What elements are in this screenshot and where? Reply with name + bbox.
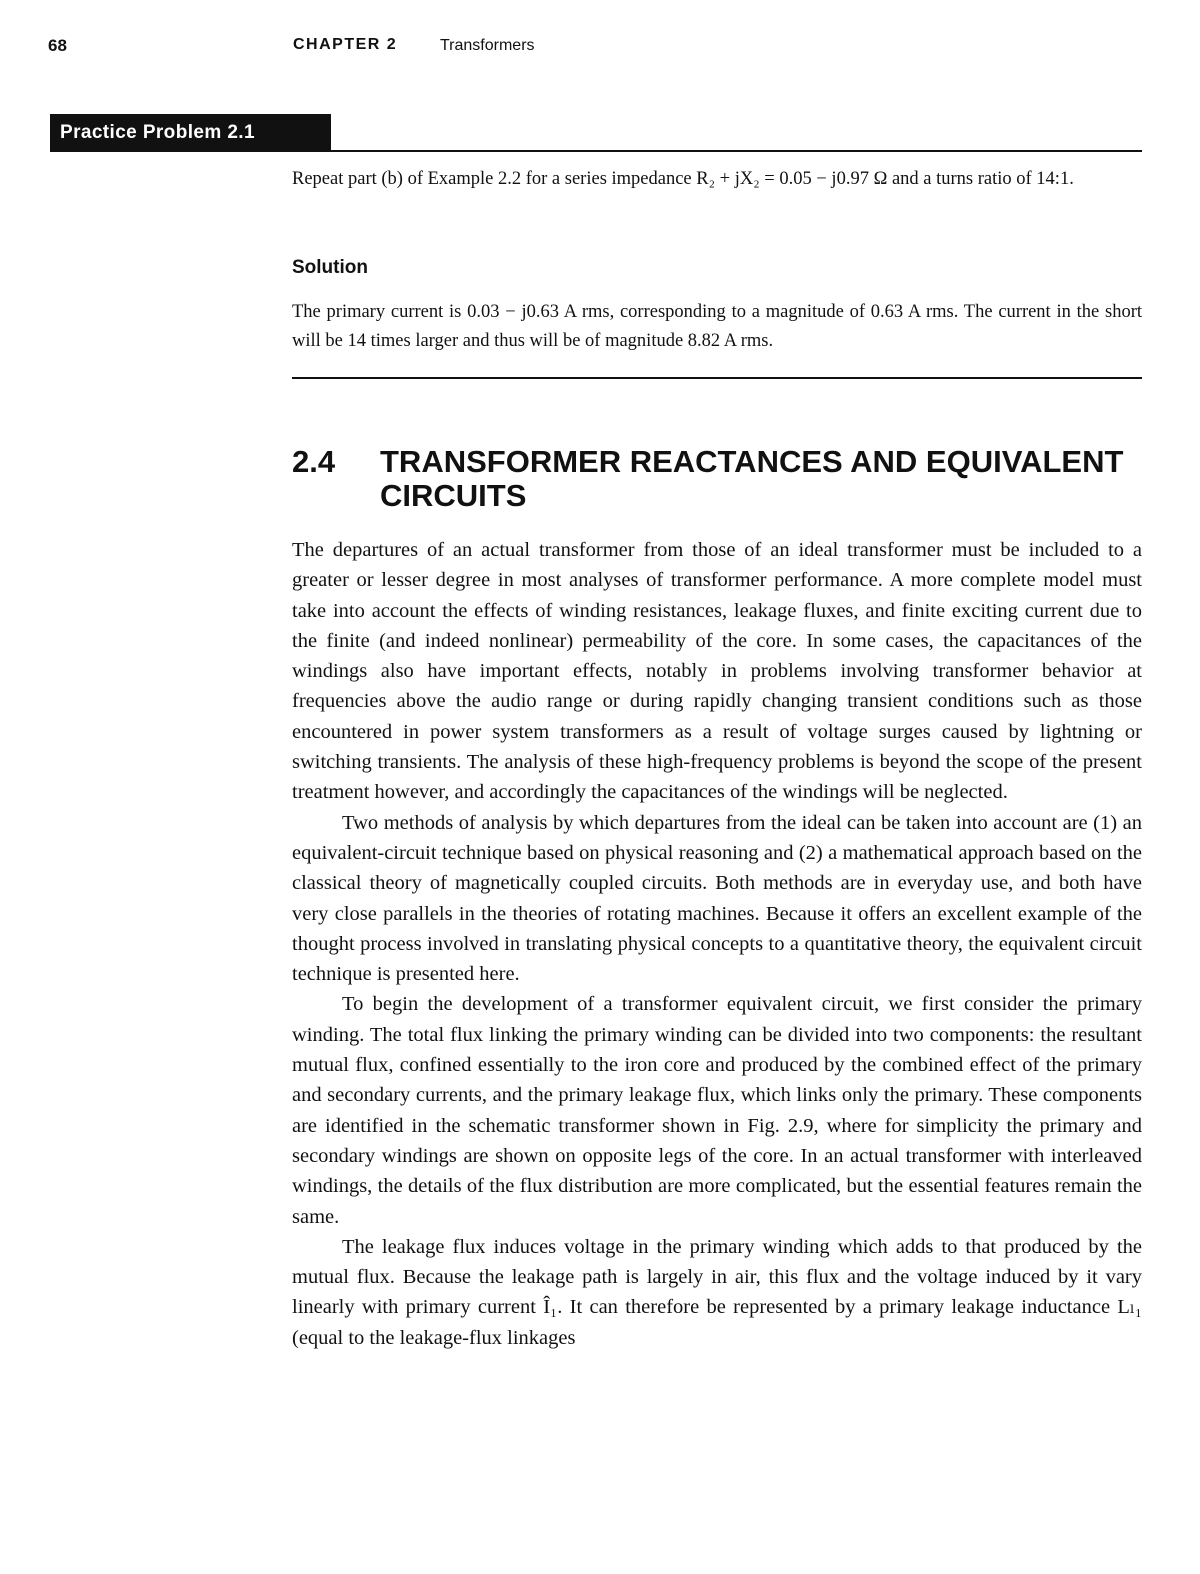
body-text [292, 535, 1142, 1353]
practice-problem-bottom-rule [292, 377, 1142, 379]
section-number: 2.4 [292, 444, 336, 479]
solution-text: The primary current is 0.03 − j0.63 A rms, corresponding to a magnitude of 0.63 A rms. The current in the short will be 14 times larger and thus will be of magnitude 8.82 A rms. [292, 302, 1142, 351]
section-title: TRANSFORMER REACTANCES AND EQUIVALENT CIRCUITS [380, 444, 1124, 513]
body-paragraph: The leakage flux induces voltage in the primary winding which adds to that produced by the mutual flux. Because the leakage path is largely in air, this flux and the voltage induced by it vary linearly with primary current Î₁. It can therefore be represented by a primary leakage inductance Lₗ₁ (equal to the leakage-flux linkages [292, 1235, 1142, 1349]
chapter-label: CHAPTER 2 [293, 36, 398, 53]
chapter-title: Transformers [440, 37, 535, 54]
page-number: 68 [48, 36, 67, 55]
practice-problem-top-rule [292, 150, 1142, 152]
running-head [48, 36, 1148, 60]
body-paragraph: The departures of an actual transformer from those of an ideal transformer must be included to a greater or lesser degree in most analyses of transformer performance. A more complete model must take into account the effects of winding resistances, leakage fluxes, and finite exciting current due to the finite (and indeed nonlinear) permeability of the core. In some cases, the capacitances of the windings also have important effects, notably in problems involving transformer behavior at frequencies above the audio range or during rapidly changing transient conditions such as those encountered in power system transformers as a result of voltage surges caused by lightning or switching transients. The analysis of these high-frequency problems is beyond the scope of the present treatment however, and accordingly the capacitances of the windings will be neglected. [292, 539, 1142, 804]
solution-heading: Solution [292, 257, 368, 278]
body-paragraph: Two methods of analysis by which departures from the ideal can be taken into account are (1) an equivalent-circuit technique based on physical reasoning and (2) a mathematical approach based on the classical theory of magnetically coupled circuits. Both methods are in everyday use, and both have very close parallels in the theories of rotating machines. Because it offers an excellent example of the thought process involved in translating physical concepts to a quantitative theory, the equivalent circuit technique is presented here. [292, 811, 1142, 986]
practice-problem-text: Repeat part (b) of Example 2.2 for a series impedance R₂ + jX₂ = 0.05 − j0.97 Ω and a turns ratio of 14:1. [292, 169, 1074, 189]
body-paragraph: To begin the development of a transformer equivalent circuit, we first consider the primary winding. The total flux linking the primary winding can be divided into two components: the resultant mutual flux, confined essentially to the iron core and produced by the combined effect of the primary and secondary currents, and the primary leakage flux, which links only the primary. These components are identified in the schematic transformer shown in Fig. 2.9, where for simplicity the primary and secondary windings are shown on opposite legs of the core. In an actual transformer with interleaved windings, the details of the flux distribution are more complicated, but the essential features remain the same. [292, 993, 1142, 1228]
practice-problem-banner: Practice Problem 2.1 [50, 114, 331, 152]
